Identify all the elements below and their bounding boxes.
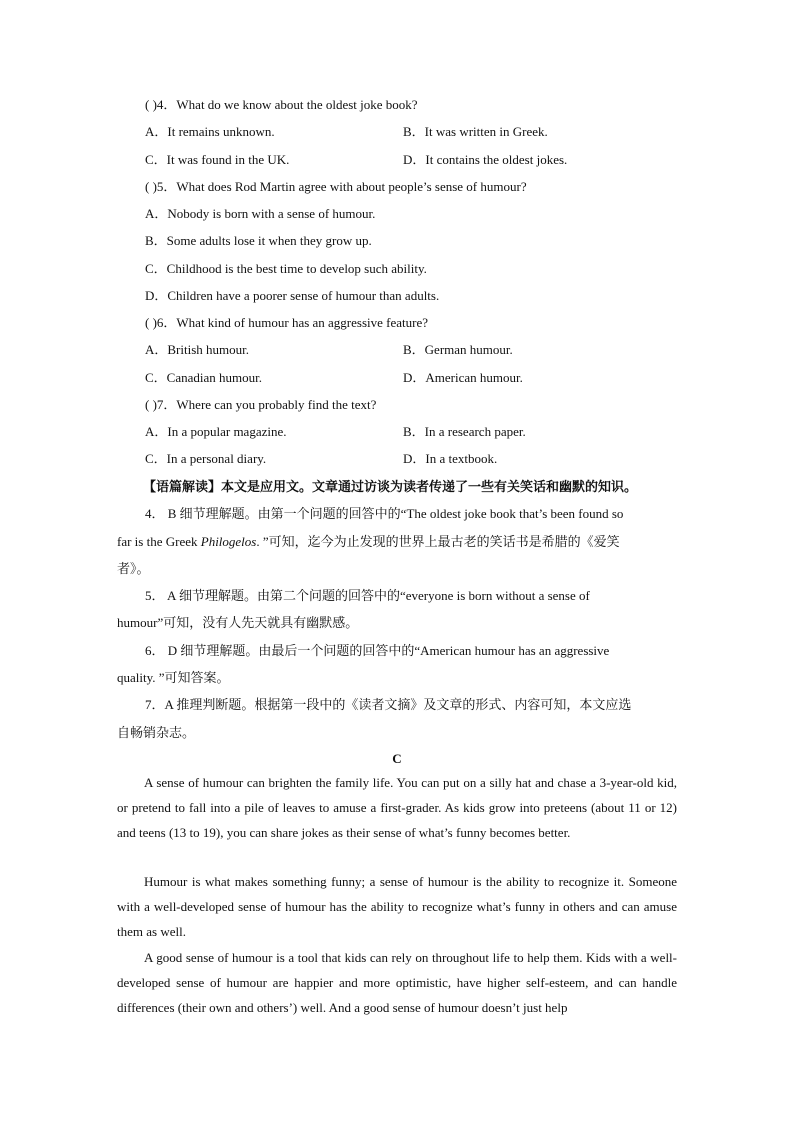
answer-4-line-1: 4． B 细节理解题。由第一个问题的回答中的“The oldest joke book that’s been found so [145, 506, 624, 521]
answer-6-line-2: quality. ”可知答案。 [117, 670, 230, 685]
answer-6-line-1: 6． D 细节理解题。由最后一个问题的回答中的“American humour has an aggressive [145, 643, 610, 658]
question-6-stem: ( )6．What kind of humour has an aggressive feature? [145, 315, 429, 330]
answer-4-line-2: far is the Greek Philogelos. ”可知，迄今为止发现的世界上最古老的笑话书是希腊的《爱笑 [117, 534, 620, 549]
answer-5-line-1: 5． A 细节理解题。由第二个问题的回答中的“everyone is born without a sense of [145, 588, 590, 603]
answer-5-line-2: humour”可知，没有人先天就具有幽默感。 [117, 615, 359, 630]
question-5-option-d: D．Children have a poorer sense of humour than adults. [145, 288, 440, 303]
question-7-option-a: A．In a popular magazine. [145, 424, 287, 439]
question-5-option-b: B．Some adults lose it when they grow up. [145, 233, 372, 248]
answer-4-line-3: 者》。 [117, 561, 150, 576]
question-5-option-a: A．Nobody is born with a sense of humour. [145, 206, 376, 221]
answer-7-line-2: 自畅销杂志。 [117, 725, 196, 740]
question-6-option-b: B．German humour. [403, 342, 513, 357]
answer-7-line-1: 7．A 推理判断题。根据第一段中的《读者文摘》及文章的形式、内容可知，本文应选 [145, 697, 632, 712]
question-6-option-c: C．Canadian humour. [145, 370, 262, 385]
passage-paragraph-1: A sense of humour can brighten the family life. You can put on a silly hat and chase a 3-year-old kid, or pretend to fall into a pile of leaves to amuse a first-grader. As kids grow into preteens (about 11 or 12) and teens (13 to 19), you can share jokes as their sense of what’s funny becomes better. [117, 775, 677, 840]
question-5-option-c: C．Childhood is the best time to develop such ability. [145, 261, 427, 276]
question-5-stem: ( )5．What does Rod Martin agree with about people’s sense of humour? [145, 179, 527, 194]
analysis-heading: 【语篇解读】本文是应用文。文章通过访谈为读者传递了一些有关笑话和幽默的知识。 [143, 479, 638, 494]
passage-paragraph-3: A good sense of humour is a tool that kids can rely on throughout life to help them. Kids with a well-developed sense of humour are happier and more optimistic, have higher self-esteem, and can handle differences (their own and others’) well. And a good sense of humour doesn’t just help [117, 950, 677, 1015]
question-4-option-b: B．It was written in Greek. [403, 124, 548, 139]
question-4-stem: ( )4．What do we know about the oldest joke book? [145, 97, 418, 112]
question-4-option-c: C．It was found in the UK. [145, 152, 290, 167]
question-7-option-d: D．In a textbook. [403, 451, 498, 466]
question-6-option-a: A．British humour. [145, 342, 250, 357]
section-title: C [392, 751, 402, 766]
question-7-option-b: B．In a research paper. [403, 424, 526, 439]
question-7-option-c: C．In a personal diary. [145, 451, 267, 466]
question-4-option-a: A．It remains unknown. [145, 124, 275, 139]
question-6-option-d: D．American humour. [403, 370, 523, 385]
question-7-stem: ( )7．Where can you probably find the text? [145, 397, 377, 412]
passage-paragraph-2: Humour is what makes something funny; a sense of humour is the ability to recognize it. Someone with a well-developed sense of humour has the ability to recognize what’s funny in others and can amuse them as well. [117, 874, 677, 939]
question-4-option-d: D．It contains the oldest jokes. [403, 152, 568, 167]
